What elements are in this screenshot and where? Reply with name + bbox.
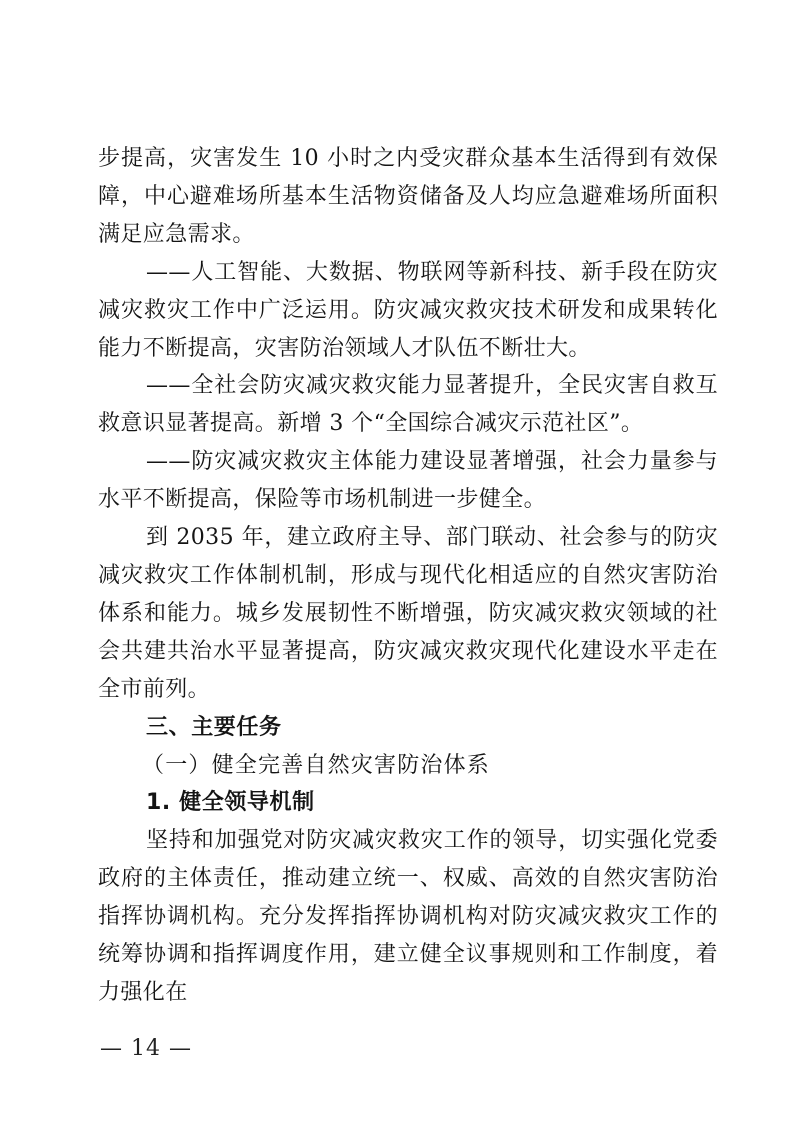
section-heading: 三、主要任务	[146, 714, 282, 740]
paragraph-continuation: 步提高，灾害发生 10 小时之内受灾群众基本生活得到有效保障，中心避难场所基本生活物资储备及人均应急避难场所面积满足应急需求。	[98, 146, 718, 247]
em-dash-paragraph: ——全社会防灾减灾救灾能力显著提升，全民灾害自救互救意识显著提高。新增 3 个“全国综合减灾示范社区”。	[98, 373, 718, 437]
body-paragraph: 坚持和加强党对防灾减灾救灾工作的领导，切实强化党委政府的主体责任，推动建立统一、权威、高效的自然灾害防治指挥协调机构。充分发挥指挥协调机构对防灾减灾救灾工作的统筹协调和指挥调度作用，建立健全议事规则和工作制度，着力强化在	[98, 828, 718, 1005]
body-paragraph: 到 2035 年，建立政府主导、部门联动、社会参与的防灾减灾救灾工作体制机制，形成与现代化相适应的自然灾害防治体系和能力。城乡发展韧性不断增强，防灾减灾救灾领域的社会共建共治水平显著提高，防灾减灾救灾现代化建设水平走在全市前列。	[98, 525, 718, 702]
page-number: — 14 —	[100, 1036, 192, 1061]
em-dash-paragraph: ——防灾减灾救灾主体能力建设显著增强，社会力量参与水平不断提高，保险等市场机制进一步健全。	[98, 449, 718, 513]
em-dash-paragraph: ——人工智能、大数据、物联网等新科技、新手段在防灾减灾救灾工作中广泛运用。防灾减灾救灾技术研发和成果转化能力不断提高，灾害防治领域人才队伍不断壮大。	[98, 259, 718, 361]
subsection-heading: （一）健全完善自然灾害防治体系	[142, 752, 491, 778]
numbered-heading: 1. 健全领导机制	[146, 790, 315, 816]
document-body	[98, 140, 718, 1012]
